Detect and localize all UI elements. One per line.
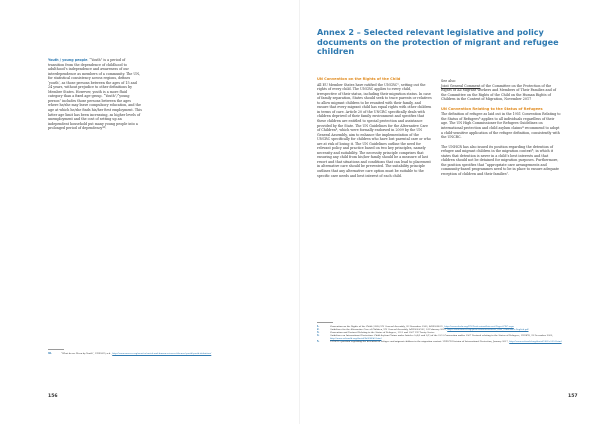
footnote-link[interactable]: http://www.unicef.org/protection/alternative_care_Guidelines-English.pdf (447, 327, 529, 331)
refugee-text-c: recommend to adopt a child-sensitive application of the refugee definition, consistently with the UNCRC. (441, 125, 560, 140)
crc-ref-1: 1 (397, 82, 399, 86)
refugee-paragraph-2 (441, 145, 562, 177)
annex-heading: Annex 2 – Selected relevant legislative and policy documents on the protection of migrant and refugee children (317, 27, 559, 57)
footnote (317, 341, 567, 344)
crc-paragraph (317, 83, 432, 178)
refugee-paragraph-1 (441, 112, 562, 139)
page-number: 156 (48, 394, 58, 399)
crc-ref-2: 2 (335, 128, 338, 132)
footnote-text: Convention on the Rights of the Child (1989) UN General Assembly, 20 November 1989, A/RES/44/25, (330, 325, 445, 328)
footnote-text: Convention and Protocol Relating to the Status of Refugees, 1951 and 1967 UN Treaty Series. (330, 330, 435, 334)
footnote-rule (48, 349, 64, 350)
footnote-link[interactable]: http://www.refworld.org/docid/4b2f4f6d2.html (330, 336, 382, 340)
footnote-number: 5. (317, 339, 320, 343)
crc-text-b: , setting out the rights of every child. The UNCRC applies to every child, irrespective of their status, including their migration status. In case of family separation, States should seek to trace parents or relatives to allow migrant children to be reunited with their family, and ensure that every migrant child has equal rights with other children in terms of care. Article 20 of the UNCRC specifically deals with children deprived of their family environment and specifies that these children are entitled to special protection and assistance provided by the State. The UN Guidelines for the Alternative Care of Children (317, 82, 432, 133)
footnote-number: 4. (317, 333, 320, 337)
crc-text-c: , which were formally endorsed in 2009 by the UN General Assembly, aim to enhance the implementation of the UNCRC specifically for children who have lost parental care or who are at risk of losing it. The UN Guidelines outline the need for relevant policy and practice based on two key principles, namely necessity and suitability. The necessity principle comprises that ensuring any child from his/her family should be a measure of last resort and that situations and conditions that can lead to placement in alternative care should be prevented. The suitability principle outlines that any alternative care option must be suitable to the specific care needs and best interest of each child. (317, 128, 431, 178)
general-comment-text: of the Committee on the Protection of the Rights of All Migrant Workers and Members of Their Families and of the Committee on the Rights of the Child on the Human Rights of Children in the Context of Migration, November 2017 (441, 83, 556, 102)
refugee-ref-5: 5 (531, 149, 534, 153)
footnote-link[interactable]: http://www.unesco.org/new/en/social-and-human-sciences/themes/youth/youth-definition/ (112, 352, 212, 355)
youth-definition-text: . “Youth” is a period of transition from the dependence of childhood to adulthood’s independence and awareness of our interdependence as members of a community. The UN, for statistical consistency across regions, defines ‘youth’, as those persons between the ages of 15 and 24 years, without prejudice to other definitions by Member States. However, youth is a more fluid category than a fixed age-group. “Youth”/“young person” includes those persons between the ages where he/she may leave compulsory education, and the age at which he/she finds his/her first employment. This latter age limit has been increasing, as higher levels of unemployment and the cost of setting up an independent household put many young people into a prolonged period of dependency (48, 58, 142, 131)
column-1 (317, 77, 432, 178)
youth-definition (48, 58, 142, 131)
footnote-number: 1. (317, 325, 320, 328)
right-footnotes (317, 326, 567, 344)
right-page (300, 0, 600, 424)
footnote-text: Guidelines for the Alternative Care of Children, UN General Assembly, A/RES/64/142, 24 February 2010, (330, 327, 448, 331)
refugee-subheading: UN Convention Relating to the Status of Refugees (441, 106, 543, 111)
crc-text-a: All EU Member States have ratified the UNCRC (317, 82, 398, 87)
refugee-ref-4: 4 (522, 125, 524, 129)
footnote-number: 2. (317, 327, 320, 331)
footnote-link[interactable]: http://www.refworld.org/docid/5885c2434.html (509, 339, 562, 343)
general-comment-link[interactable]: Joint General Comment (441, 83, 481, 88)
footnote-link[interactable]: http://www.ohchr.org/EN/ProfessionalInterest/Pages/CRC.aspx (444, 325, 514, 328)
crc-subheading: UN Convention on the Rights of the Child (317, 77, 401, 81)
refugee-text-a: The definition of refugee as laid out in the 1951 Convention Relating to the Status of Refugees (441, 112, 561, 121)
refugee-text-b: applies to all individuals regardless of their age. The UN High Commissioner for Refugees Guidelines on international protection and child asylum claims (441, 116, 555, 130)
footnote-rule (317, 322, 333, 323)
youth-footnote-ref: 40 (102, 126, 106, 130)
footnote-number: 3. (317, 330, 320, 334)
footnote-text: UNHCR’s position regarding the detention of refugee and migrant children in the migration context. UNHCR Division of International Protection, January 2017, (330, 339, 510, 343)
footnote-number: 40. (48, 352, 52, 355)
general-comment (441, 84, 562, 102)
see-also-label: See also: (441, 79, 457, 83)
refugee-text-e: , in which it states that detention is never in a child’s best interests and that children should not be detained for migration purposes. Furthermore, the position specifies that “appropriate care arrangements and community-based programmes need to be in place to ensure adequate reception of children and their families”. (441, 149, 560, 176)
youth-term: Youth / young people (48, 58, 88, 62)
left-footnote (48, 353, 276, 356)
footnote-text: “What do we Mean by Youth”, UNESCO, n.d., (61, 352, 113, 355)
refugee-text-d: The UNHCR has also issued its position regarding the detention of refugee and migrant children in the migration context (441, 144, 553, 154)
footnote-text: Guidelines on International Protection: Child Asylum Claims under Articles 1(A)2 and 1(F) of the 1951 Convention and/or 1967 Protocol relating to the Status of Refugees, UNHCR, 22 December 2009, (330, 333, 554, 337)
refugee-ref-3: 3 (478, 116, 481, 120)
youth-definition-end: . (105, 126, 107, 131)
page-number: 157 (568, 394, 578, 399)
column-2 (441, 79, 562, 176)
